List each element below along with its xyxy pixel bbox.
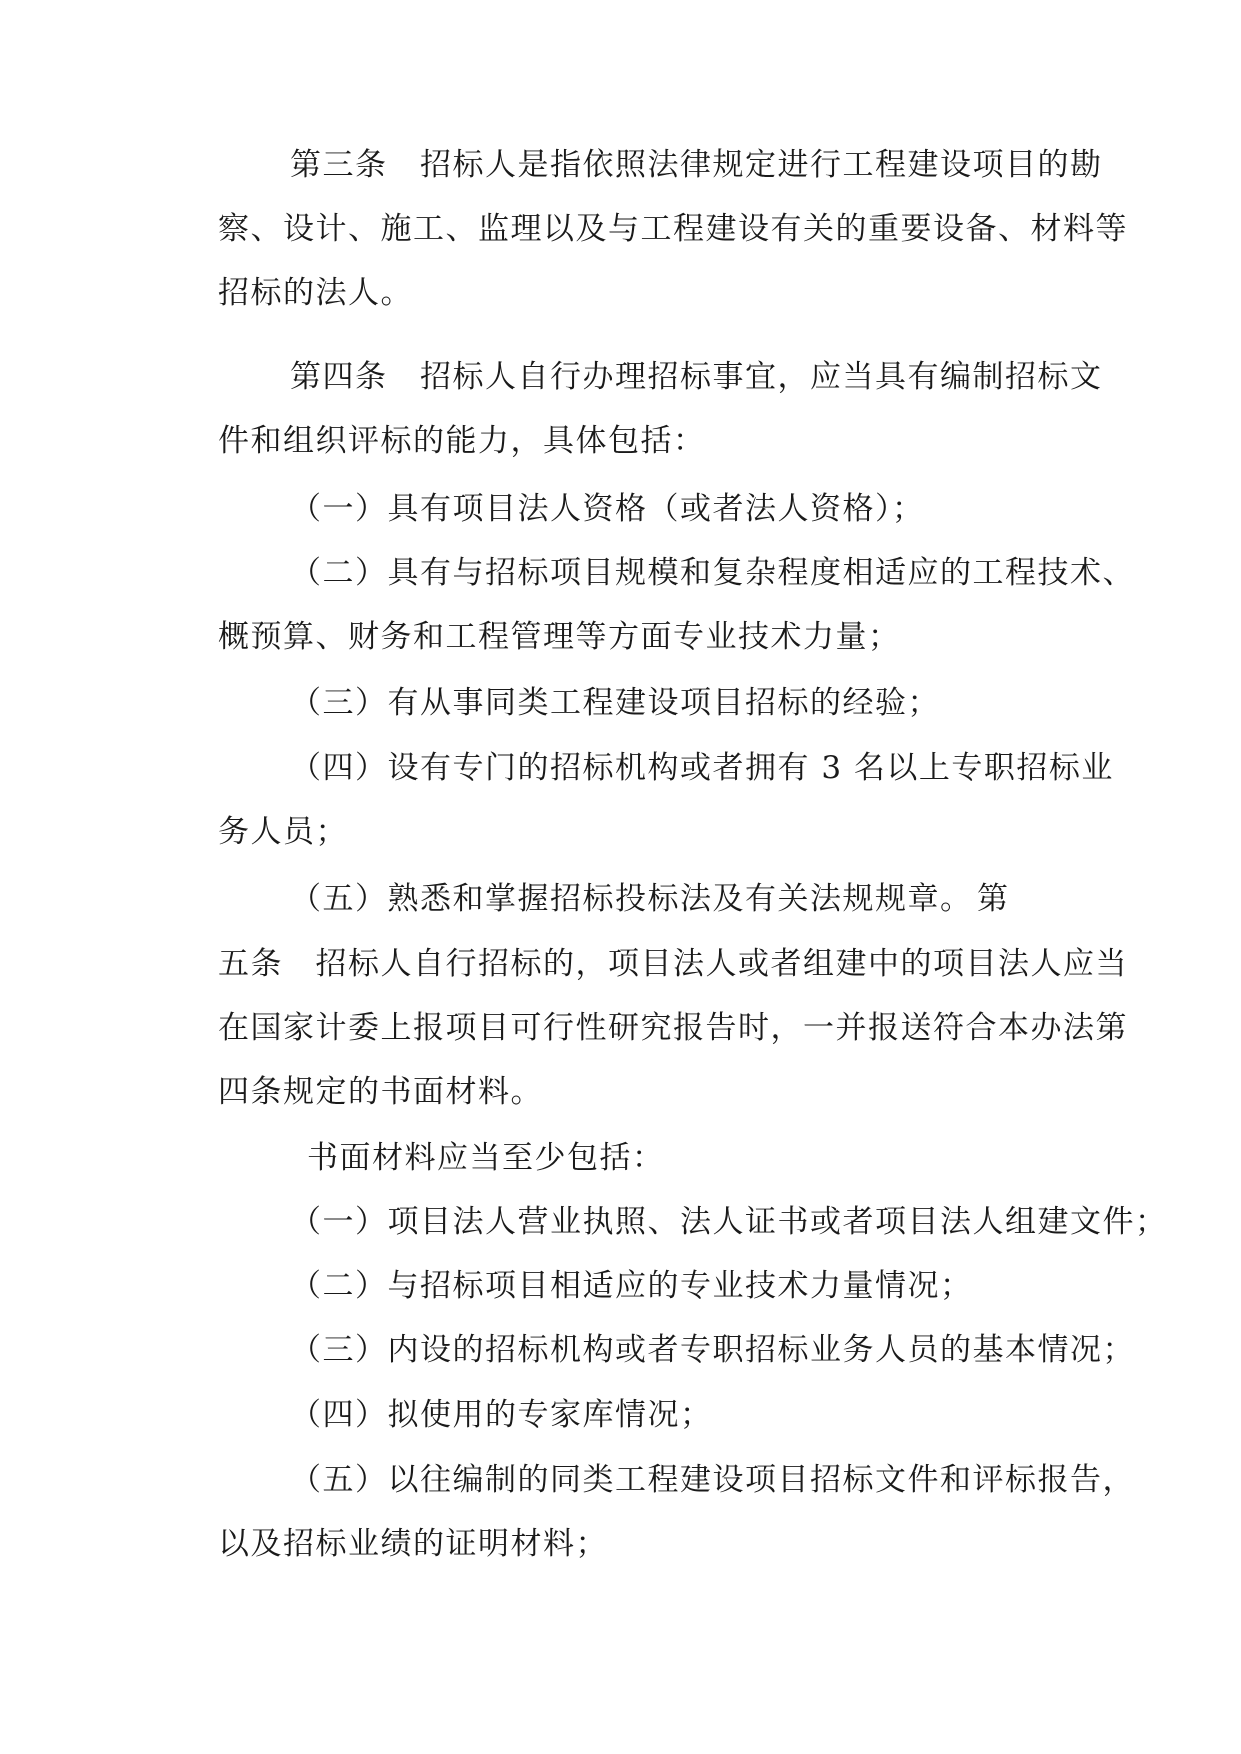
materials-item-4: （四）拟使用的专家库情况； — [290, 1397, 713, 1433]
article-5-line-3: 在国家计委上报项目可行性研究报告时，一并报送符合本办法第 — [218, 1010, 1128, 1046]
materials-item-3: （三）内设的招标机构或者专职招标业务人员的基本情况； — [290, 1332, 1135, 1368]
materials-item-5-line-2: 以及招标业绩的证明材料； — [218, 1526, 608, 1562]
article-3-line-2: 察、设计、施工、监理以及与工程建设有关的重要设备、材料等 — [218, 211, 1128, 247]
materials-item-2: （二）与招标项目相适应的专业技术力量情况； — [290, 1268, 973, 1304]
article-4-item-1: （一）具有项目法人资格（或者法人资格）； — [290, 491, 925, 527]
article-4-item-4-line-1: （四）设有专门的招标机构或者拥有 3 名以上专职招标业 — [290, 750, 1114, 786]
article-4-item-5: （五）熟悉和掌握招标投标法及有关法规规章。 — [290, 881, 973, 917]
article-5-line-2: 五条 招标人自行招标的，项目法人或者组建中的项目法人应当 — [218, 946, 1128, 982]
article-4-line-2: 件和组织评标的能力，具体包括： — [218, 423, 706, 459]
article-5-line-4: 四条规定的书面材料。 — [218, 1074, 543, 1110]
article-5-line-1: 第 — [977, 881, 1010, 917]
article-4-item-3: （三）有从事同类工程建设项目招标的经验； — [290, 685, 940, 721]
article-3-line-1: 第三条 招标人是指依照法律规定进行工程建设项目的勘 — [290, 147, 1103, 183]
article-4-item-4-line-2: 务人员； — [218, 814, 348, 850]
materials-item-1: （一）项目法人营业执照、法人证书或者项目法人组建文件； — [290, 1204, 1168, 1240]
materials-intro: 书面材料应当至少包括： — [307, 1140, 665, 1176]
article-4-item-2-line-1: （二）具有与招标项目规模和复杂程度相适应的工程技术、 — [290, 555, 1135, 591]
article-4-line-1: 第四条 招标人自行办理招标事宜，应当具有编制招标文 — [290, 359, 1103, 395]
article-3-line-3: 招标的法人。 — [218, 275, 413, 311]
materials-item-5-line-1: （五）以往编制的同类工程建设项目招标文件和评标报告， — [290, 1462, 1135, 1498]
article-4-item-2-line-2: 概预算、财务和工程管理等方面专业技术力量； — [218, 619, 901, 655]
